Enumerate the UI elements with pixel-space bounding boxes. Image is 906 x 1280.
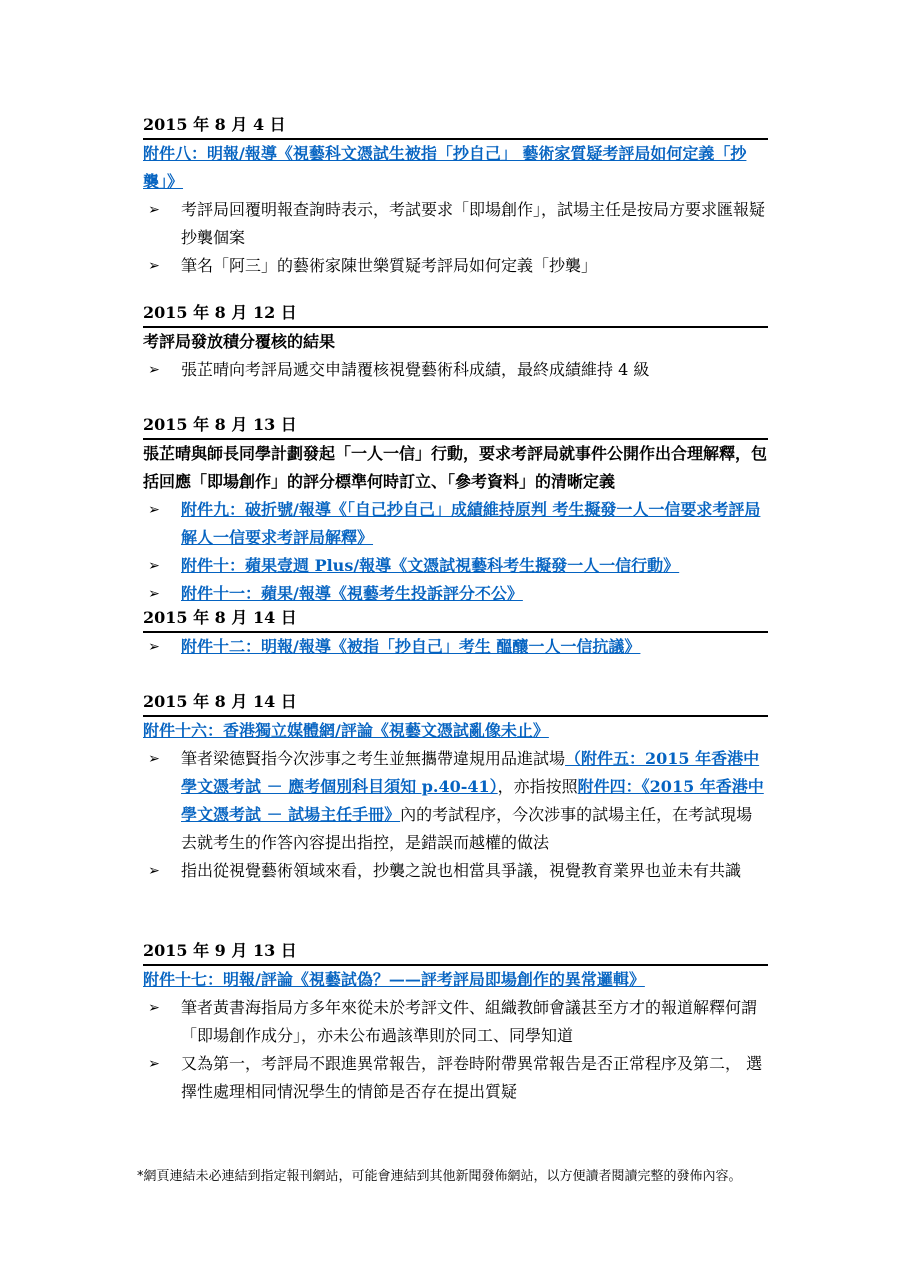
list-item: ➢ 指出從視覺藝術領域來看，抄襲之說也相當具爭議，視覺教育業界也並未有共識 <box>143 857 768 885</box>
section-heading: 考評局發放積分覆核的結果 <box>143 332 336 351</box>
list-item: ➢ 考評局回覆明報查詢時表示，考試要求「即場創作」，試場主任是按局方要求匯報疑抄襲個案 <box>143 196 768 252</box>
arrow-bullet-icon: ➢ <box>148 1056 160 1072</box>
list-item: ➢ 又為第一，考評局不跟進異常報告，評卷時附帶異常報告是否正常程序及第二， 選擇性處理相同情況學生的情節是否存在提出質疑 <box>143 1050 768 1106</box>
section-aug-14b <box>143 691 768 885</box>
arrow-bullet-icon: ➢ <box>148 258 160 274</box>
section-sep-13 <box>143 940 768 1106</box>
arrow-bullet-icon: ➢ <box>148 751 160 767</box>
section-date: 2015 年 8 月 4 日 <box>143 114 768 140</box>
annex-8-link[interactable]: 附件八：明報/報導《視藝科文憑試生被指「抄自己」 藝術家質疑考評局如何定義「抄襲」》 <box>143 144 747 191</box>
section-aug-14a <box>143 607 768 661</box>
section-date: 2015 年 8 月 14 日 <box>143 607 768 633</box>
annex-9-link[interactable]: 附件九：破折號/報導《「自己抄自己」成績維持原判 考生擬發一人一信要求考評局解人一信要求考評局解釋》 <box>181 500 761 547</box>
annex-11-link[interactable]: 附件十一：蘋果/報導《視藝考生投訴評分不公》 <box>181 584 523 603</box>
list-item: ➢ 筆名「阿三」的藝術家陳世樂質疑考評局如何定義「抄襲」 <box>143 252 768 280</box>
section-date: 2015 年 8 月 13 日 <box>143 414 768 440</box>
list-item <box>143 496 768 552</box>
arrow-bullet-icon: ➢ <box>148 558 160 574</box>
bullet-list <box>143 356 768 384</box>
arrow-bullet-icon: ➢ <box>148 639 160 655</box>
bullet-list <box>143 994 768 1106</box>
annex-4-link[interactable]: 附件四：《2015 年香港中學文憑考試 － 試場主任手冊》 <box>181 777 764 824</box>
section-date: 2015 年 8 月 14 日 <box>143 691 768 717</box>
annex-5-link[interactable]: （附件五：2015 年香港中學文憑考試 － 應考個別科目須知 p.40-41） <box>181 749 760 796</box>
bullet-list <box>143 196 768 280</box>
section-date: 2015 年 8 月 12 日 <box>143 302 768 328</box>
arrow-bullet-icon: ➢ <box>148 202 160 218</box>
annex-10-link[interactable]: 附件十：蘋果壹週 Plus/報導《文憑試視藝科考生擬發一人一信行動》 <box>181 556 680 575</box>
bullet-list <box>143 633 768 661</box>
annex-16-link[interactable]: 附件十六：香港獨立媒體網/評論《視藝文憑試亂像未止》 <box>143 721 549 740</box>
section-aug-12 <box>143 302 768 384</box>
list-item <box>143 633 768 661</box>
list-item <box>143 580 768 608</box>
section-heading: 張芷晴與師長同學計劃發起「一人一信」行動，要求考評局就事件公開作出合理解釋，包括回應「即場創作」的評分標準何時訂立、「參考資料」的清晰定義 <box>143 444 768 491</box>
section-date: 2015 年 9 月 13 日 <box>143 940 768 966</box>
list-item: ➢ 筆者黃書海指局方多年來從未於考評文件、組織教師會議甚至方才的報道解釋何謂「即場創作成分」，亦未公布過該準則於同工、同學知道 <box>143 994 768 1050</box>
arrow-bullet-icon: ➢ <box>148 1000 160 1016</box>
arrow-bullet-icon: ➢ <box>148 586 160 602</box>
list-item: ➢ 張芷晴向考評局遞交申請覆核視覺藝術科成績，最終成績維持 4 級 <box>143 356 768 384</box>
annex-17-link[interactable]: 附件十七：明報/評論《視藝試偽？——評考評局即場創作的異常邏輯》 <box>143 970 645 989</box>
footnote: *網頁連結未必連結到指定報刊網站，可能會連結到其他新聞發佈網站，以方便讀者閱讀完整的發佈內容。 <box>137 1169 742 1184</box>
bullet-list <box>143 745 768 885</box>
list-item <box>143 552 768 580</box>
section-aug-13 <box>143 414 768 608</box>
annex-12-link[interactable]: 附件十二：明報/報導《被指「抄自己」考生 醞釀一人一信抗議》 <box>181 637 641 656</box>
list-item: ➢ 筆者梁德賢指今次涉事之考生並無攜帶違規用品進試場（附件五：2015 年香港中學文憑考試 － 應考個別科目須知 p.40-41），亦指按照附件四：《2015 年香港中學文憑考試 － 試場主任手冊》內的考試程序，今次涉事的試場主任，在考試現場去就考生的作答內容提出指控，是錯誤而越權的做法 <box>143 745 768 857</box>
arrow-bullet-icon: ➢ <box>148 362 160 378</box>
bullet-list <box>143 496 768 608</box>
section-aug-4 <box>143 114 768 280</box>
arrow-bullet-icon: ➢ <box>148 863 160 879</box>
arrow-bullet-icon: ➢ <box>148 502 160 518</box>
